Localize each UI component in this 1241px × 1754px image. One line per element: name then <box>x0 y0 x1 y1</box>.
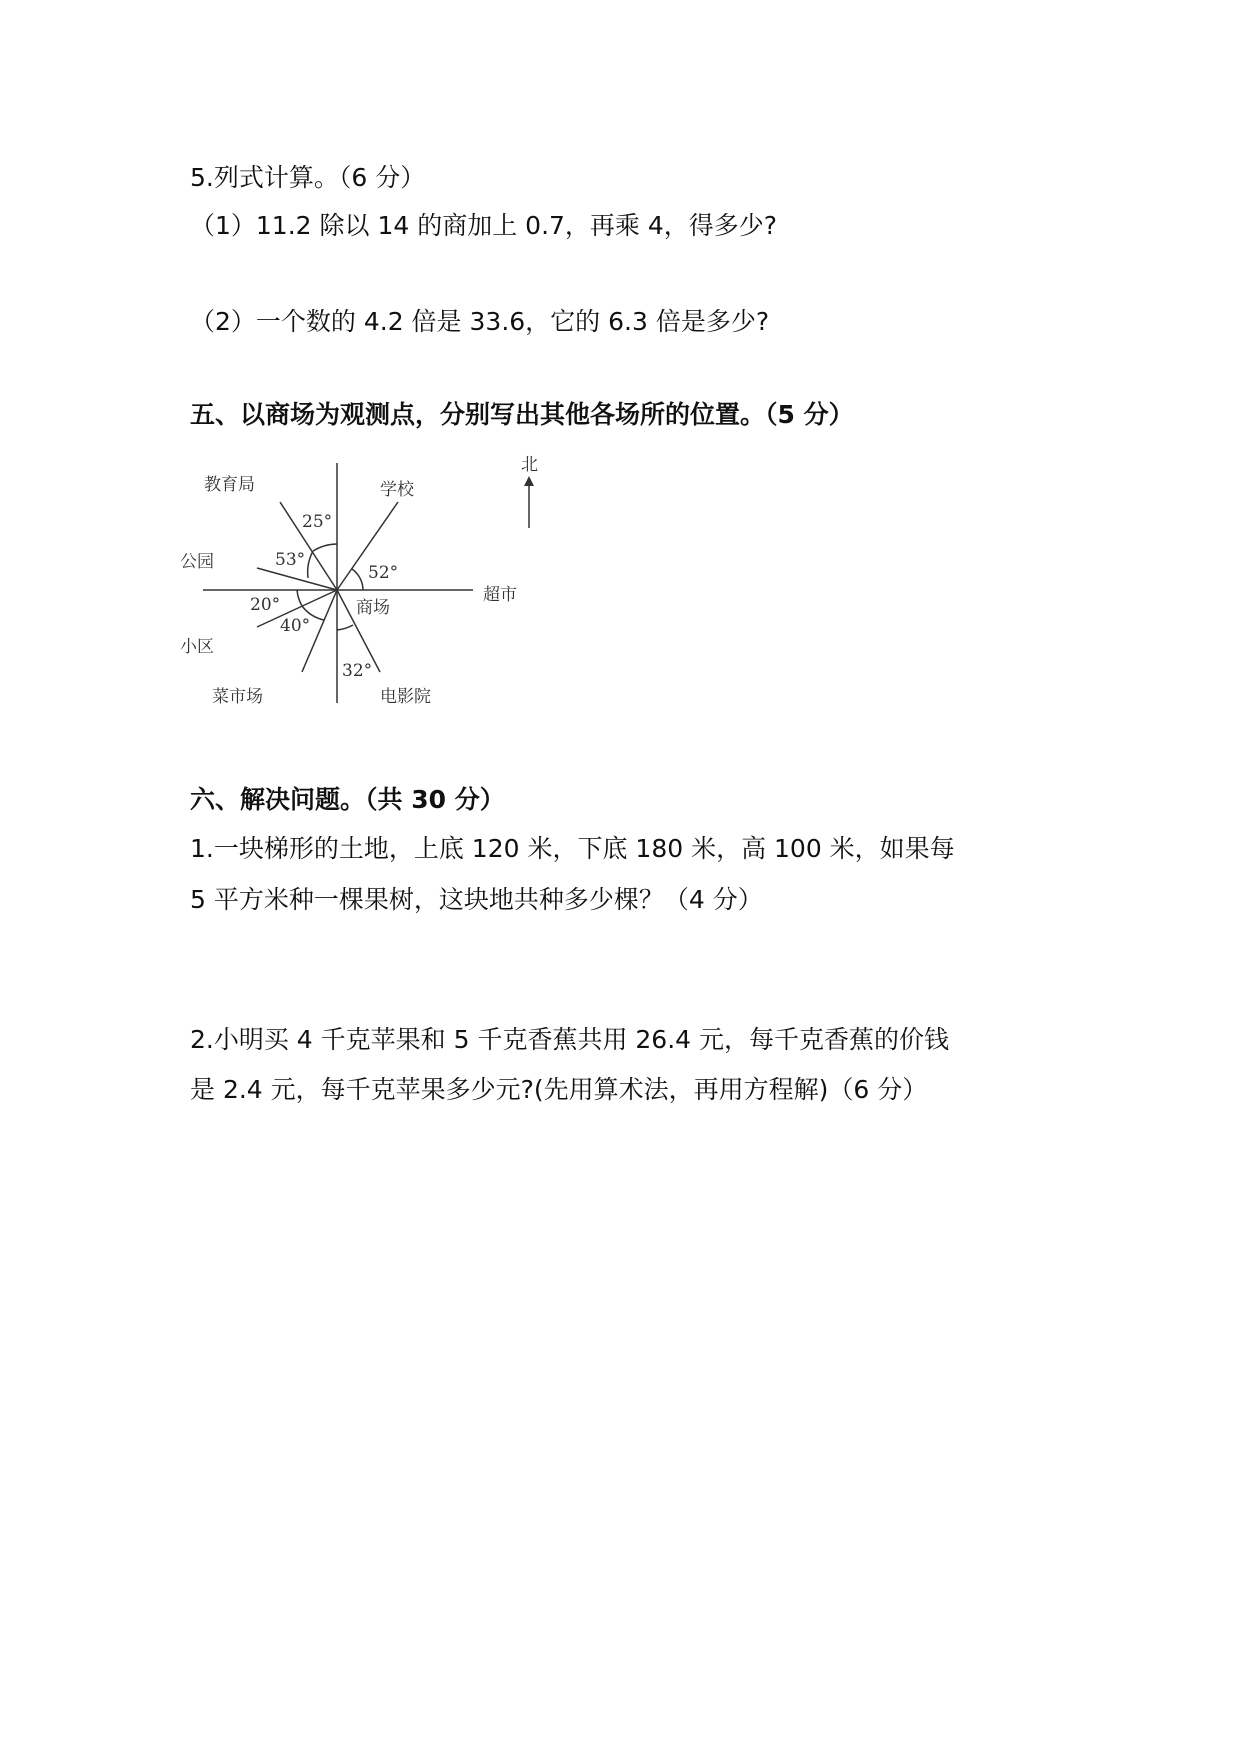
label-center: 商场 <box>356 598 390 618</box>
label-cinema: 电影院 <box>380 687 431 707</box>
angle-40: 40° <box>280 616 311 636</box>
label-super: 超市 <box>483 585 517 605</box>
angle-32: 32° <box>342 661 373 681</box>
problem1-line1: 1.一块梯形的土地，上底 120 米，下底 180 米，高 100 米，如果每 <box>190 834 955 863</box>
q5-title: 5.列式计算。（6 分） <box>190 163 426 192</box>
label-edu: 教育局 <box>204 475 255 495</box>
north-label: 北 <box>521 455 538 475</box>
problem2-line2: 是 2.4 元，每千克苹果多少元?(先用算术法，再用方程解)（6 分） <box>190 1075 928 1104</box>
problem1-line2: 5 平方米种一棵果树，这块地共种多少棵？（4 分） <box>190 885 763 914</box>
label-school: 学校 <box>380 480 414 500</box>
problem2-line1: 2.小明买 4 千克苹果和 5 千克香蕉共用 26.4 元，每千克香蕉的价钱 <box>190 1025 950 1054</box>
label-park: 公园 <box>180 552 214 572</box>
north-arrow-icon <box>524 476 534 486</box>
section6-title: 六、解决问题。（共 30 分） <box>190 785 505 814</box>
q5-item-1: （1）11.2 除以 14 的商加上 0.7，再乘 4，得多少? <box>190 211 778 240</box>
angle-20: 20° <box>250 595 281 615</box>
section5-title: 五、以商场为观测点，分别写出其他各场所的位置。（5 分） <box>190 400 854 429</box>
label-xiaoqu: 小区 <box>180 637 214 657</box>
angle-53: 53° <box>275 550 306 570</box>
q5-item-2: （2）一个数的 4.2 倍是 33.6，它的 6.3 倍是多少? <box>190 307 770 336</box>
label-market: 菜市场 <box>212 687 263 707</box>
angle-52: 52° <box>368 563 399 583</box>
angle-25: 25° <box>302 512 333 532</box>
direction-diagram <box>180 440 560 720</box>
